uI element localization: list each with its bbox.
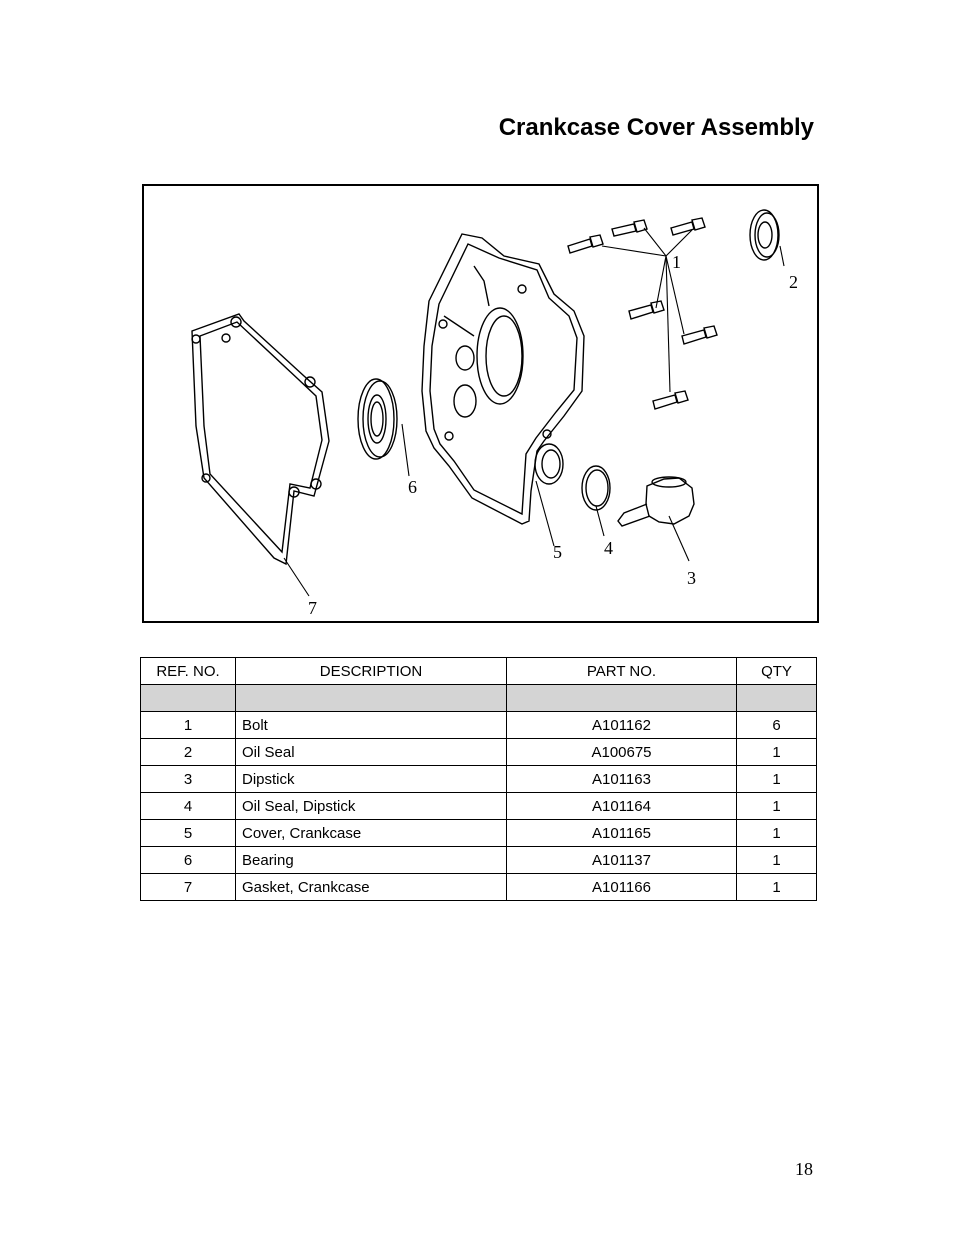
part-no-cell: A100675 [507, 739, 737, 766]
table-row [141, 847, 817, 874]
spacer-cell [507, 685, 737, 712]
ref-cell: 5 [141, 820, 236, 847]
table-row [141, 739, 817, 766]
bearing-part [358, 379, 397, 459]
exploded-diagram [142, 184, 819, 623]
ref-cell: 2 [141, 739, 236, 766]
ref-cell: 7 [141, 874, 236, 901]
page-title: Crankcase Cover Assembly [498, 114, 814, 141]
page-number: 18 [795, 1159, 813, 1179]
gasket-crankcase-part [192, 314, 329, 564]
header-ref-no: REF. NO. [141, 658, 236, 685]
table-spacer-row [141, 685, 817, 712]
spacer-cell [236, 685, 507, 712]
table-row [141, 712, 817, 739]
callout-4: 4 [604, 538, 613, 558]
crankcase-cover-part [422, 234, 584, 524]
ref-cell: 1 [141, 712, 236, 739]
part-no-cell: A101164 [507, 793, 737, 820]
spacer-cell [737, 685, 817, 712]
table-header-row [141, 658, 817, 685]
qty-cell: 6 [737, 712, 817, 739]
callout-5: 5 [553, 542, 562, 562]
spacer-cell [141, 685, 236, 712]
crankcase-cover-drawing [144, 186, 817, 621]
qty-cell: 1 [737, 793, 817, 820]
header-qty: QTY [737, 658, 817, 685]
description-cell: Bolt [236, 712, 507, 739]
header-part-no: PART NO. [507, 658, 737, 685]
callout-3: 3 [687, 568, 696, 588]
table-row [141, 874, 817, 901]
qty-cell: 1 [737, 739, 817, 766]
leader-lines [284, 228, 784, 596]
table-row [141, 793, 817, 820]
description-cell: Bearing [236, 847, 507, 874]
qty-cell: 1 [737, 874, 817, 901]
ref-cell: 4 [141, 793, 236, 820]
callout-6: 6 [408, 477, 417, 497]
part-no-cell: A101163 [507, 766, 737, 793]
description-cell: Dipstick [236, 766, 507, 793]
qty-cell: 1 [737, 820, 817, 847]
table-row [141, 820, 817, 847]
table-row [141, 766, 817, 793]
description-cell: Oil Seal [236, 739, 507, 766]
parts-table [140, 657, 817, 901]
description-cell: Cover, Crankcase [236, 820, 507, 847]
callout-labels [308, 252, 798, 618]
callout-7: 7 [308, 598, 317, 618]
dipstick-part [618, 477, 694, 526]
header-description: DESCRIPTION [236, 658, 507, 685]
ref-cell: 6 [141, 847, 236, 874]
callout-2: 2 [789, 272, 798, 292]
oil-seal-part [750, 210, 779, 260]
part-no-cell: A101165 [507, 820, 737, 847]
bolts-part [568, 218, 717, 409]
part-no-cell: A101166 [507, 874, 737, 901]
part-no-cell: A101137 [507, 847, 737, 874]
part-no-cell: A101162 [507, 712, 737, 739]
oil-seal-dipstick-part [582, 466, 610, 510]
qty-cell: 1 [737, 766, 817, 793]
qty-cell: 1 [737, 847, 817, 874]
description-cell: Oil Seal, Dipstick [236, 793, 507, 820]
ref-cell: 3 [141, 766, 236, 793]
callout-1: 1 [672, 252, 681, 272]
description-cell: Gasket, Crankcase [236, 874, 507, 901]
